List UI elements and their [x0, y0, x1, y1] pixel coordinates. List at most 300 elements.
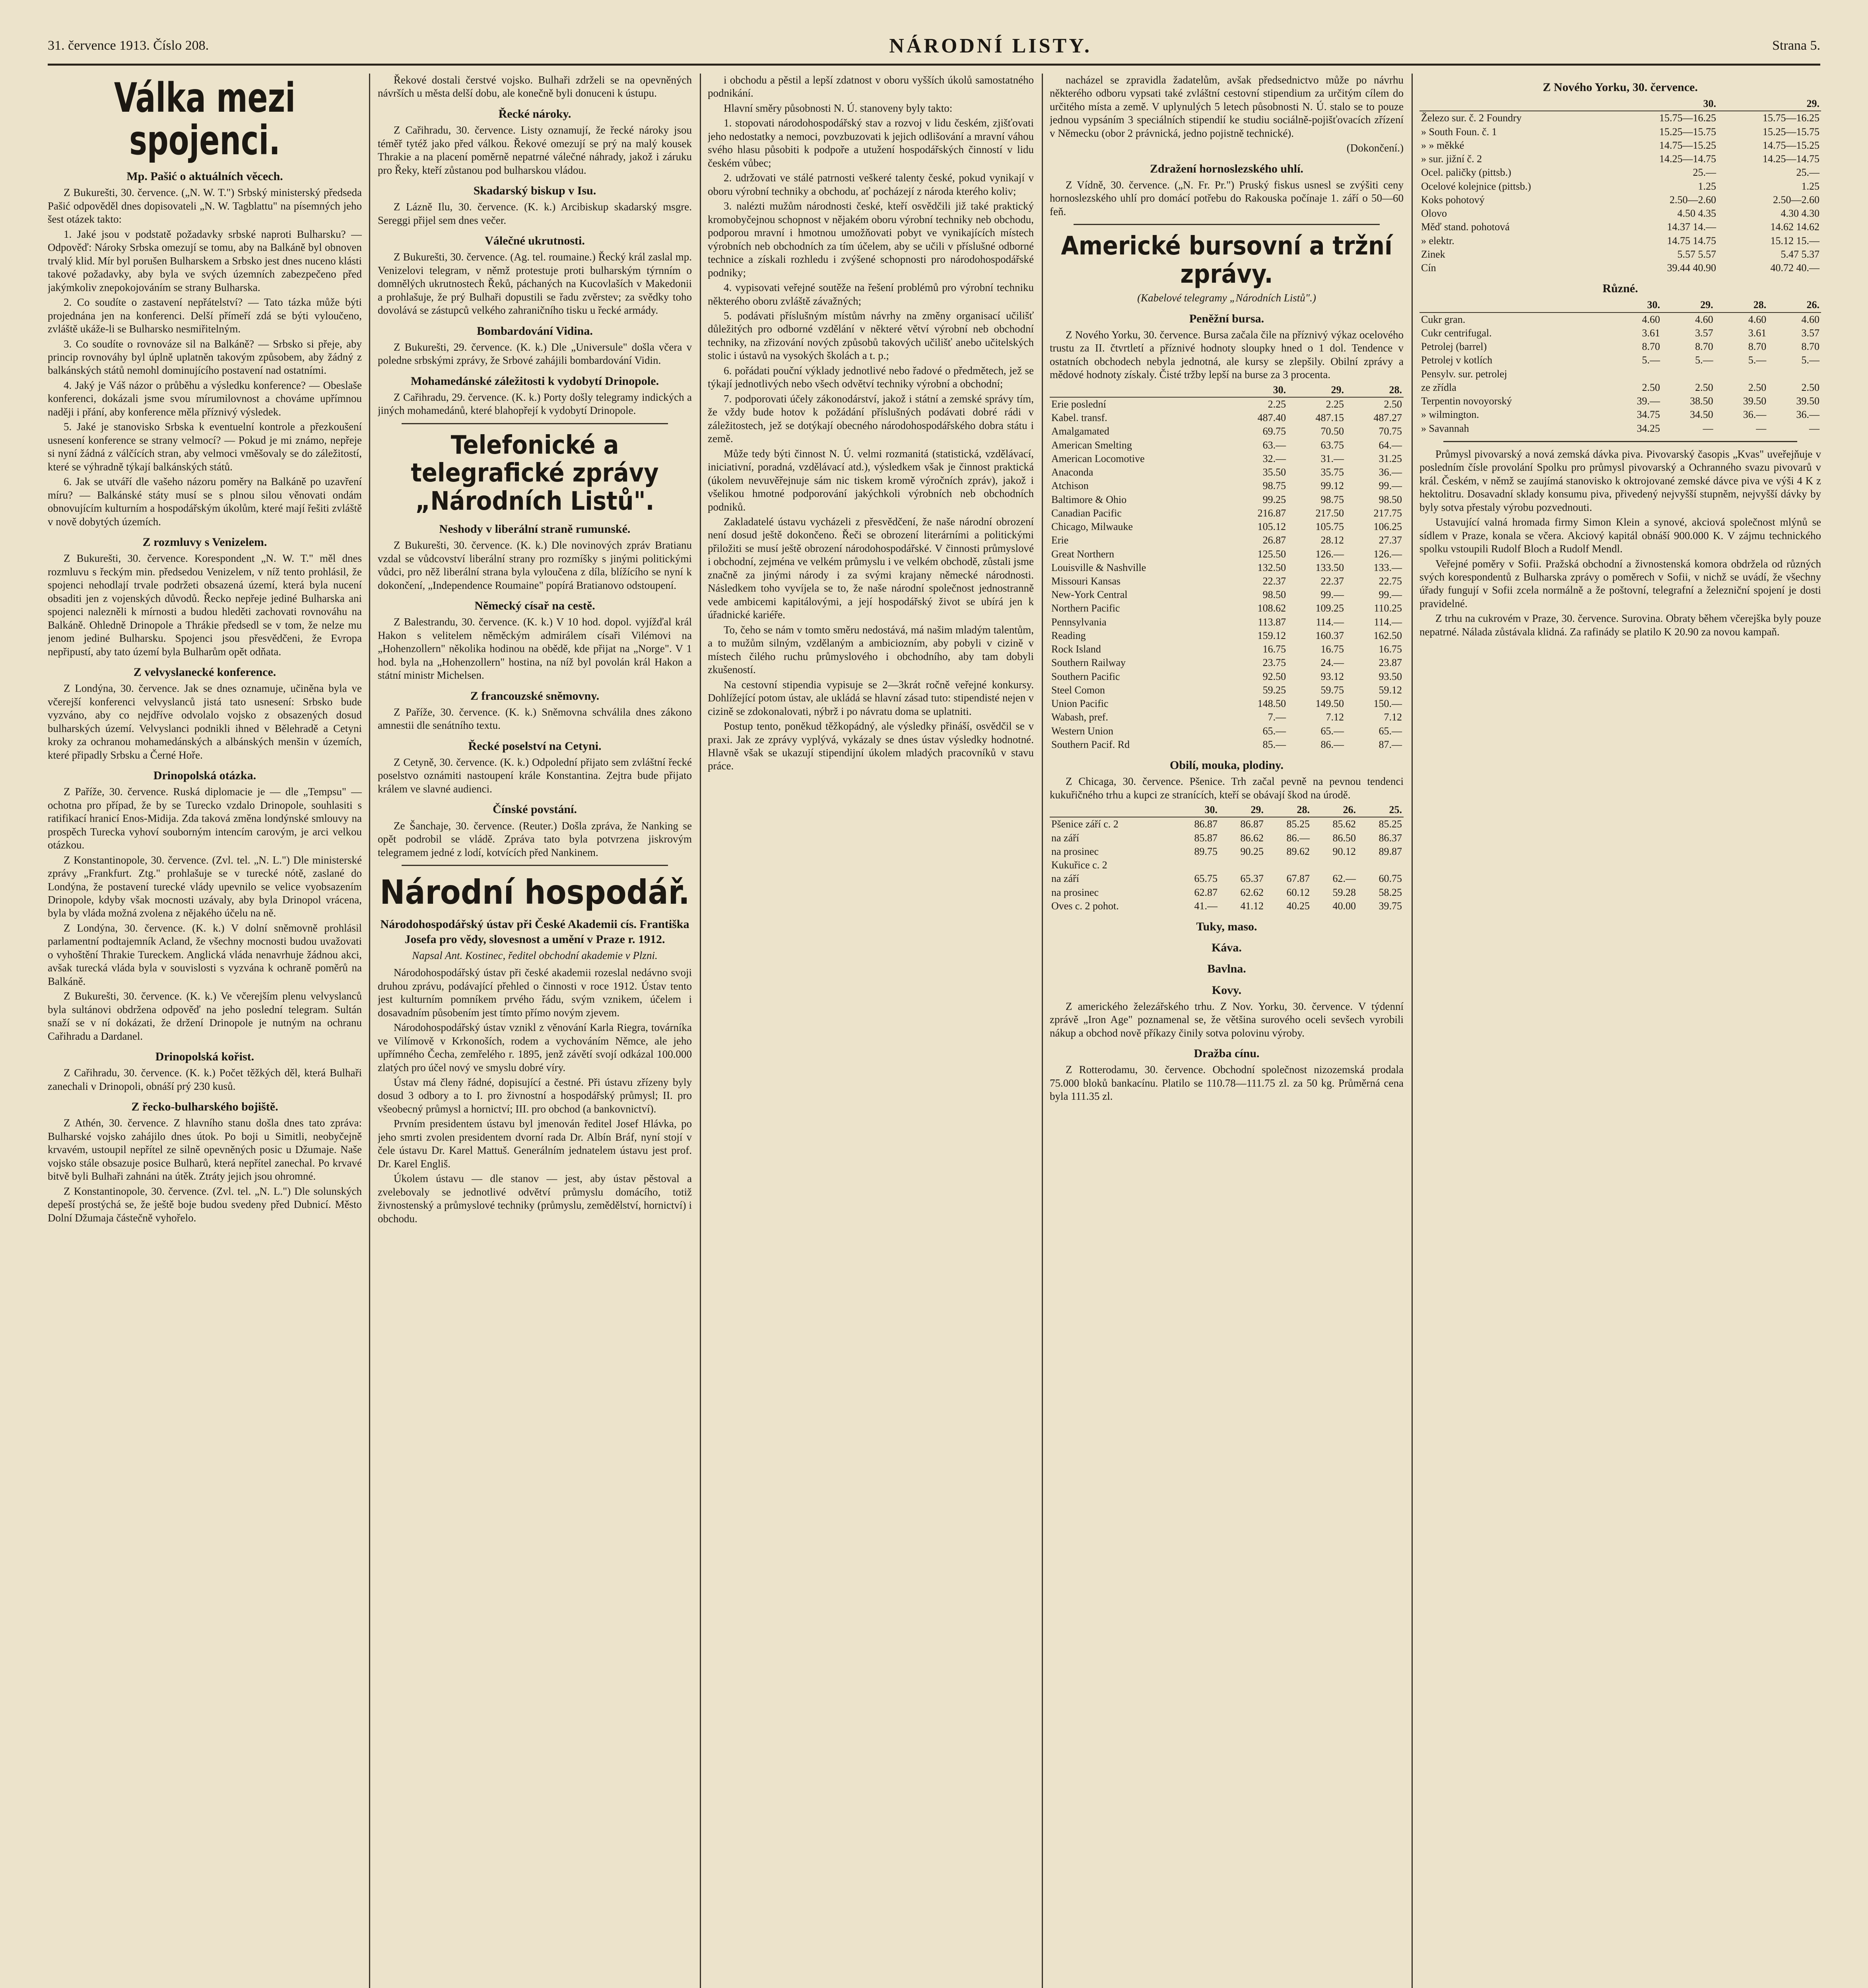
- paragraph: Z Bukurešti, 30. července. Korespondent „N. W. T." měl dnes rozmluvu s řeckým min. předsedou Venizelem, v níž tento prohlásil, že spojenci nehodlají trvale podržeti obsazená území, která byla nucení obsaditi jen z vojenských důvodů. Řecko nepřeje jediné Bulharska ani spojenci nalezněli k mírnosti a budou hleděti zachovati rovnováhu na Balkáně. Ohledně Drinopole a Thrákie předsedl se v tom, že nelze mu jenom jediné Bulharsku. Spojenci jsou přesvědčeni, že Evropa nepřipustí, aby tato území byla Bulharům opět odňata.: [48, 552, 362, 658]
- section-title: Z rozmluvy s Venizelem.: [142, 536, 267, 549]
- table-cell: 99.25: [1262, 493, 1286, 505]
- table-cell: 14.75—15.25: [1763, 139, 1819, 151]
- divider: [402, 423, 668, 424]
- table-cell: 22.75: [1379, 575, 1402, 587]
- table-cell: 5.—: [1642, 354, 1660, 366]
- section-title: Z Nového Yorku, 30. července.: [1543, 81, 1698, 94]
- table-cell: 39.50: [1796, 395, 1819, 407]
- table-cell: 114.—: [1316, 616, 1344, 628]
- table-header-cell: [1419, 298, 1608, 312]
- table-cell: 150.—: [1373, 698, 1402, 710]
- paragraph: Ústav má členy řádné, dopisující a čestné. Při ústavu zřízeny byly dosud 3 odbory a to I. pro živnostní a hospodářský průmysl; II. pro všeobecný průmysl a hornictví; III. pro obchod (a bankovnictví).: [378, 1076, 692, 1115]
- table-cell: 2.50: [1801, 381, 1819, 393]
- table-cell: Steel Comon: [1051, 684, 1105, 696]
- paragraph: Řekové dostali čerstvé vojsko. Bulhaři zdrželi se na opevněných návrších u města delší dobu, ale konečně byli donuceni k ústupu.: [378, 74, 692, 99]
- table-cell: Baltimore & Ohio: [1051, 493, 1127, 505]
- table-header-cell: [1050, 383, 1229, 397]
- table-cell: 3.61: [1642, 327, 1660, 339]
- table-cell: 60.12: [1286, 886, 1310, 898]
- table-header-cell: 29.: [1287, 383, 1346, 397]
- table-cell: 34.50: [1690, 409, 1713, 421]
- table-row: [1050, 711, 1404, 724]
- table-cell: American Smelting: [1051, 439, 1132, 451]
- table-cell: 67.87: [1286, 873, 1310, 885]
- paragraph: Z Lázně Ilu, 30. července. (K. k.) Arcibiskup skadarský msgre. Sereggi přijel sem dnes večer.: [378, 201, 692, 226]
- section-title: Bombardování Vidina.: [477, 324, 593, 338]
- table-row: [1050, 615, 1404, 629]
- table-cell: 85.—: [1262, 738, 1286, 750]
- table-row: [1050, 872, 1404, 885]
- table-cell: 63.75: [1320, 439, 1344, 451]
- table-row: [1050, 886, 1404, 899]
- table-cell: 36.—: [1743, 409, 1767, 421]
- table-cell: 36.—: [1379, 466, 1402, 478]
- table-cell: 3.61: [1748, 327, 1767, 339]
- table-cell: 148.50: [1257, 698, 1286, 710]
- table-cell: 15.75—16.25: [1659, 112, 1716, 124]
- table-cell: 39.75: [1379, 900, 1402, 912]
- table-cell: Petrolej v kotlích: [1421, 354, 1493, 366]
- headline-subtitle: (Kabelové telegramy „Národních Listů".): [1137, 292, 1316, 304]
- table-cell: 108.62: [1257, 602, 1286, 614]
- table-cell: 23.87: [1379, 657, 1402, 669]
- table-cell: 31.25: [1379, 452, 1402, 464]
- section-title: Obilí, mouka, plodiny.: [1170, 759, 1284, 772]
- table-cell: 32.—: [1262, 452, 1286, 464]
- table-row: [1419, 381, 1821, 394]
- table-row: [1050, 588, 1404, 602]
- table-cell: 487.27: [1373, 412, 1402, 424]
- section-title: Káva.: [1212, 941, 1242, 955]
- table-cell: Pšenice září c. 2: [1051, 818, 1118, 830]
- table-cell: 65.—: [1379, 725, 1402, 737]
- table-row: [1419, 394, 1821, 408]
- table-cell: 25.—: [1693, 167, 1716, 179]
- table-cell: 90.12: [1332, 845, 1356, 857]
- table-row: [1050, 466, 1404, 479]
- table-row: [1419, 353, 1821, 367]
- table-cell: 5.—: [1695, 354, 1713, 366]
- table-row: [1050, 534, 1404, 547]
- table-cell: 26.87: [1262, 534, 1286, 546]
- table-cell: 8.70: [1748, 341, 1767, 353]
- paragraph: 3. nalézti mužům národnosti české, kteří osvědčili již také praktický kromobyčejnou schopnost v nějakém oboru výrobní techniky neb obchodu, podporou mravní i hmotnou umožňovati pobyt ve vynikajících místech výrobních neb obchodních za tím účelem, aby se učili v příslušné odborné technice a získali rozhledu i zvýšené schopnosti pro národohospodářské podniky;: [708, 200, 1034, 279]
- table-row: [1050, 439, 1404, 452]
- table-header-cell: 26.: [1768, 298, 1821, 312]
- section-title: Z velvyslanecké konference.: [133, 666, 276, 679]
- column-separator: [369, 74, 370, 1988]
- table-cell: 40.72 40.—: [1770, 262, 1819, 274]
- table-header-cell: 30.: [1229, 383, 1287, 397]
- table-cell: 90.25: [1240, 845, 1264, 857]
- paragraph: Z Cařihradu, 29. července. (K. k.) Porty došly telegramy indických a jiných mohamedánů, které blahopřejí k vydobytí Drinopole.: [378, 391, 692, 417]
- table-cell: 2.25: [1268, 398, 1286, 410]
- table-cell: [1768, 367, 1821, 381]
- paragraph: Z Balestrandu, 30. července. (K. k.) V 10 hod. dopol. vyjížďal král Hakon s velitelem něměckým admirálem císaři Vilémovi na „Hohenzollern" několika hodinou na obědě, kde přijat na „Norge". V 1 hod. byla na „Hohenzollern" hostina, na níž byl povolán král Hakon a státní ministr Michelsen.: [378, 616, 692, 681]
- paragraph: Ze Šanchaje, 30. července. (Reuter.) Došla zpráva, že Nanking se opět podrobil se vládě. Zpráva tato byla potvrzena jiskrovým telegramem jedné z lodí, kotvících před Nankinem.: [378, 819, 692, 858]
- paragraph: To, čeho se nám v tomto směru nedostává, má našim mladým talentům, a to mužům silným, vzdělaným a ambiciozním, aby pobyli v cizině v místech čilého ruchu průmyslového i obchodního, aby tam dobyli zkušeností.: [708, 623, 1034, 676]
- table-cell: 86.87: [1240, 818, 1264, 830]
- grain-table: [1050, 803, 1404, 913]
- table-cell: 133.—: [1373, 561, 1402, 573]
- paragraph: Z Vídně, 30. července. („N. Fr. Pr.") Pruský fiskus usnesl se zvýšiti ceny hornoslezského uhlí pro domácí potřebu do Rakouska počínaje 1. září o 50—60 feň.: [1050, 179, 1404, 217]
- table-cell: Erie: [1051, 534, 1069, 546]
- headline-economy: Národní hospodář.: [380, 872, 690, 912]
- table-cell: 25.—: [1796, 167, 1819, 179]
- table-header-cell: 30.: [1608, 298, 1662, 312]
- table-cell: 2.50: [1642, 381, 1660, 393]
- paragraph: Úkolem ústavu — dle stanov — jest, aby ústav pěstoval a zvelebovaly se jednotlivé odvětví průmyslu domácího, totiž živnostenský a průmyslové techniky (průmyslu, zemědělství, hornictví) i obchodu.: [378, 1173, 692, 1225]
- table-header-cell: 28.: [1715, 298, 1768, 312]
- table-cell: 34.75: [1637, 409, 1660, 421]
- table-header-cell: 29.: [1718, 97, 1821, 111]
- paragraph: Z Londýna, 30. července. Jak se dnes oznamuje, učiněna byla ve včerejší konferenci velvyslanců jistá tato usnesení: Srbsko bude vyzváno, aby co nejdříve odvolalo vojsko z obsazených dosud bulharských území. Velvyslanci podnikli ihned v Bělehradě a Cetyni kroky za ochranou mohamedánských a albánských menšin v územích, které připadly Srbsku a Černé Hoře.: [48, 682, 362, 761]
- table-cell: 132.50: [1257, 561, 1286, 573]
- table-row: [1419, 340, 1821, 353]
- table-row: [1419, 193, 1821, 207]
- table-cell: 86.50: [1332, 832, 1356, 844]
- table-cell: 22.37: [1320, 575, 1344, 587]
- table-cell: —: [1756, 422, 1767, 434]
- table-row: [1419, 111, 1821, 125]
- table-cell: Chicago, Milwauke: [1051, 521, 1133, 533]
- table-cell: 1.25: [1801, 180, 1819, 192]
- table-cell: 69.75: [1262, 425, 1286, 437]
- table-row: [1419, 367, 1821, 381]
- paragraph: 4. Jaký je Váš názor o průběhu a výsledku konference? — Obeslaše konferenci, dokázali jsme svou mírumilovnost a chováme upřímnou naději i přání, aby konference měla příznivý výsledek.: [48, 379, 362, 418]
- section-title: Neshody v liberální straně rumunské.: [439, 522, 631, 536]
- table-cell: 89.62: [1286, 845, 1310, 857]
- article-title: Národohospodářský ústav při České Akademii cís. Františka Josefa pro vědy, slovesnost a umění v Praze r. 1912.: [380, 918, 689, 946]
- table-cell: Amalgamated: [1051, 425, 1109, 437]
- paragraph: 3. Co soudíte o rovnováze sil na Balkáně? — Srbsko si přeje, aby princip rovnováhy byl úplně uplatněn takovým způsobem, aby žádný z balkánských států nemohl dominujícího postavení nad ostatními.: [48, 338, 362, 377]
- table-row: [1050, 899, 1404, 913]
- section-title: Z řecko-bulharského bojiště.: [131, 1100, 278, 1114]
- table-cell: Koks pohotový: [1421, 194, 1485, 206]
- table-cell: New-York Central: [1051, 589, 1128, 601]
- paragraph: 2. Co soudíte o zastavení nepřátelství? — Tato tázka může býti projednána jen na konferenci. Delší přímeří zdá se býti vyloučeno, zvláště ukáže-li se Bulharsko nesmiřitelným.: [48, 296, 362, 335]
- table-cell: Reading: [1051, 629, 1086, 641]
- table-cell: 85.87: [1194, 832, 1218, 844]
- table-cell: 35.50: [1262, 466, 1286, 478]
- table-cell: 15.25—15.75: [1659, 126, 1716, 138]
- table-cell: 16.75: [1262, 643, 1286, 655]
- table-cell: Southern Pacific: [1051, 670, 1120, 682]
- paragraph: i obchodu a pěstil a lepší zdatnost v oboru vyšších úkolů samostatného podnikání.: [708, 74, 1034, 99]
- paragraph: Z Cařihradu, 30. července. (K. k.) Počet těžkých děl, která Bulhaři zanechali v Drinopoli, obnáší prý 230 kusů.: [48, 1067, 362, 1092]
- divider: [402, 865, 668, 866]
- table-cell: Atchison: [1051, 480, 1089, 492]
- table-cell: 39.50: [1743, 395, 1767, 407]
- table-cell: 98.50: [1379, 493, 1402, 505]
- table-header-cell: 25.: [1357, 803, 1404, 817]
- paragraph: 7. podporovati účely zákonodárství, jakož i státní a zemské správy tím, že vždy bude hotov k požádání příslušných podávati dobré rádi v záležitostech, jež se dotýkají obecného národohospodářského dobra státu i země.: [708, 392, 1034, 445]
- paragraph: Na cestovní stipendia vypisuje se 2—3krát ročně veřejné konkursy. Dohlížející potom ústav, ale ukládá se hlavní zásad tuto: stipendisté nejen v cizině se zdokonalovati, nýbrž i po návratu doma se uplatniti.: [708, 678, 1034, 717]
- table-header-cell: [1050, 803, 1173, 817]
- divider: [1443, 441, 1797, 442]
- table-cell: » South Foun. č. 1: [1421, 126, 1497, 138]
- table-cell: 15.25—15.75: [1763, 126, 1819, 138]
- table-cell: 41.—: [1194, 900, 1218, 912]
- paragraph: Z Bukurešti, 29. července. (K. k.) Dle „Universule" došla včera v poledne srbskými zprávy, že Srbové zahájili bombardování Vidin.: [378, 341, 692, 367]
- paragraph: Národohospodářský ústav při české akademii rozeslal nedávno svoji druhou zprávu, podávající přehled o činnosti v roce 1912. Ústav tento jest kulturním pomníkem prvého řádu, svým vznikem, účelem i dosavadním působením jest tímto přímo novým zjevem.: [378, 967, 692, 1019]
- table-cell: 16.75: [1320, 643, 1344, 655]
- table-cell: 70.75: [1379, 425, 1402, 437]
- page-number: Strana 5.: [1772, 38, 1820, 53]
- table-cell: 93.12: [1320, 670, 1344, 682]
- headline-american-markets: Americké bursovní a tržní zprávy.: [1061, 231, 1392, 289]
- table-cell: [1715, 367, 1768, 381]
- table-cell: Kukuřice c. 2: [1051, 859, 1107, 871]
- table-row: [1050, 724, 1404, 738]
- table-row: [1050, 602, 1404, 615]
- table-cell: 64.—: [1379, 439, 1402, 451]
- section-title: Různé.: [1602, 282, 1638, 295]
- paragraph: 1. stopovati národohospodářský stav a rozvoj v lidu českém, zjišťovati jeho nedostatky a nemoci, povzbuzovati k jejich odlišování a mravní váhou svého hlasu působiti k podpoře a utužení hospodářských činností v lidu českém vůbec;: [708, 117, 1034, 169]
- table-row: [1050, 629, 1404, 643]
- misc-table: [1419, 298, 1821, 435]
- table-cell: 39.44 40.90: [1667, 262, 1716, 274]
- section-title: Zdražení hornoslezského uhlí.: [1150, 162, 1303, 175]
- table-cell: na září: [1051, 832, 1080, 844]
- table-cell: 59.25: [1262, 684, 1286, 696]
- table-cell: 2.50: [1384, 398, 1402, 410]
- table-cell: American Locomotive: [1051, 452, 1145, 464]
- table-row: [1050, 697, 1404, 711]
- table-row: [1050, 520, 1404, 534]
- section-title: Řecké nároky.: [498, 107, 571, 120]
- table-row: [1419, 261, 1821, 275]
- section-title: Drinopolská otázka.: [153, 769, 256, 782]
- table-row: [1050, 670, 1404, 683]
- table-cell: 7.12: [1326, 711, 1344, 723]
- table-cell: 15.75—16.25: [1763, 112, 1819, 124]
- table-cell: 149.50: [1315, 698, 1344, 710]
- table-cell: 1.25: [1698, 180, 1716, 192]
- column-separator: [1412, 74, 1413, 1988]
- headline-war: Válka mezi spojenci.: [114, 74, 296, 165]
- table-cell: Ocelové kolejnice (pittsb.): [1421, 180, 1531, 192]
- table-row: [1050, 575, 1404, 588]
- table-cell: Měď stand. pohotová: [1421, 221, 1510, 233]
- paragraph: Z Londýna, 30. července. (K. k.) V dolní sněmovně prohlásil parlamentní podtajemník Acland, že všechny mocnosti budou uvažovati o vyhoštění Thrakie Tureckem. Anglická vláda nenavrhuje žádnou akci, avšak turecká vláda byla v souvislosti s vyzvána k ochraně poměrů na Balkáně.: [48, 922, 362, 987]
- table-cell: 4.60: [1642, 313, 1660, 325]
- table-cell: na prosinec: [1051, 845, 1099, 857]
- table-cell: 36.—: [1796, 409, 1819, 421]
- table-header-cell: 28.: [1346, 383, 1404, 397]
- table-cell: 106.25: [1373, 521, 1402, 533]
- headline-telegrams: Telefonické a telegrafické zprávy „Národních Listů".: [411, 430, 659, 516]
- table-cell: 85.25: [1286, 818, 1310, 830]
- section-title: Mohamedánské záležitosti k vydobytí Drinopole.: [410, 374, 659, 388]
- page-header: [48, 28, 1820, 66]
- table-cell: Olovo: [1421, 208, 1447, 219]
- table-cell: » » měkké: [1421, 139, 1464, 151]
- table-cell: Wabash, pref.: [1051, 711, 1109, 723]
- table-cell: Northern Pacific: [1051, 602, 1120, 614]
- table-cell: 14.37 14.—: [1667, 221, 1716, 233]
- table-cell: Canadian Pacific: [1051, 507, 1122, 519]
- table-row: [1050, 817, 1404, 831]
- section-title: Peněžní bursa.: [1189, 312, 1264, 325]
- table-cell: 216.87: [1257, 507, 1286, 519]
- column-2: [378, 74, 692, 1988]
- section-title: Kovy.: [1212, 983, 1242, 997]
- table-cell: Kabel. transf.: [1051, 412, 1107, 424]
- table-cell: Erie poslední: [1051, 398, 1106, 410]
- issue-date: 31. července 1913. Číslo 208.: [48, 38, 209, 53]
- paragraph: Z Athén, 30. července. Z hlavního stanu došla dnes tato zpráva: Bulharské vojsko zahájilo dnes útok. Po boji u Simitli, neobyčejně krvavém, ustoupil nepřítel ze silně opevněných posic u Džumaje. Naše vojsko stále obsazuje posice Bulharů, která nepřítel zanechal. Po krvavé bitvě byli Bulhaři zahnáni na útěk. Ztráty jejich jsou ohromné.: [48, 1117, 362, 1182]
- metal-table: [1419, 97, 1821, 275]
- section-title: Mp. Pašić o aktuálních věcech.: [126, 170, 283, 183]
- table-cell: Great Northern: [1051, 548, 1115, 560]
- column-4: [1050, 74, 1404, 1988]
- table-cell: » elektr.: [1421, 235, 1454, 247]
- paragraph: Z Bukurešti, 30. července. (Ag. tel. roumaine.) Řecký král zaslal mp. Venizelovi telegram, v němž protestuje proti bulharským týrnním o domnělých ukrutnostech Řeků, páchaných na Kucovlaších v Makedonii a prohlašuje, že prý Bulhaři dopustili se řadu zvěrstev; za svědky toho dovolává se zástupců velkého zahraničního tisku u řecké armády.: [378, 251, 692, 316]
- table-cell: 98.75: [1320, 493, 1344, 505]
- paragraph: Hlavní směry působnosti N. Ú. stanoveny byly takto:: [724, 102, 953, 114]
- table-cell: 217.75: [1373, 507, 1402, 519]
- table-row: [1050, 831, 1404, 845]
- table-cell: 4.30 4.30: [1781, 208, 1819, 219]
- paragraph: 4. vypisovati veřejné soutěže na řešení problémů pro výrobní techniku některého oboru zvláště závažných;: [708, 282, 1034, 307]
- paragraph: Národohospodářský ústav vznikl z věnování Karla Riegra, továrníka ve Vilímově v Krkonoších, rodem a vychováním Němce, ale jeho upřímného Čecha, zemřelého r. 1895, jenž závětí svojí odkázal 100.000 zlatých pro účel nový ve smyslu dobré víry.: [378, 1021, 692, 1074]
- table-cell: 5.57 5.57: [1677, 248, 1716, 260]
- table-cell: 2.50: [1748, 381, 1767, 393]
- table-cell: 86.—: [1286, 832, 1310, 844]
- table-row: [1050, 643, 1404, 656]
- table-cell: Cukr centrifugal.: [1421, 327, 1492, 339]
- table-cell: 65.75: [1194, 873, 1218, 885]
- table-cell: [1662, 367, 1715, 381]
- table-cell: 86.62: [1240, 832, 1264, 844]
- section-title: Dražba cínu.: [1194, 1047, 1260, 1060]
- table-row: [1419, 422, 1821, 435]
- table-cell: 113.87: [1258, 616, 1286, 628]
- table-row: [1419, 220, 1821, 234]
- table-cell: 14.75 14.75: [1667, 235, 1716, 247]
- table-cell: 28.12: [1320, 534, 1344, 546]
- table-cell: Louisville & Nashville: [1051, 561, 1146, 573]
- table-row: [1050, 845, 1404, 858]
- table-cell: 487.40: [1257, 412, 1286, 424]
- table-cell: 99.—: [1379, 480, 1402, 492]
- article-byline: Napsal Ant. Kostinec, ředitel obchodní akademie v Plzni.: [412, 949, 658, 961]
- table-row: [1050, 656, 1404, 670]
- table-cell: 59.28: [1332, 886, 1356, 898]
- table-row: [1419, 180, 1821, 193]
- table-row: [1419, 166, 1821, 179]
- table-cell: 133.50: [1315, 561, 1344, 573]
- table-row: [1050, 425, 1404, 438]
- paragraph: Z Konstantinopole, 30. července. (Zvl. tel. „N. L.") Dle solunských depeší prostýchá se, že ještě boje budou svedeny před Dubnicí. Město Dolní Džumaja částečně vyhořelo.: [48, 1185, 362, 1224]
- paragraph: 6. Jak se utváří dle vašeho názoru poměry na Balkáně po uzavření míru? — Balkánské státy musí se s plnou silou věnovati ondám obnovujícím kulturním a hospodářským úkolům, které mají řešiti zvláště v nově dobytých územích.: [48, 476, 362, 528]
- table-cell: 2.25: [1326, 398, 1344, 410]
- table-cell: 86.37: [1379, 832, 1402, 844]
- table-cell: » Savannah: [1421, 422, 1469, 434]
- table-cell: 24.—: [1320, 657, 1344, 669]
- section-title: Drinopolská kořist.: [155, 1050, 254, 1064]
- table-cell: 15.12 15.—: [1770, 235, 1819, 247]
- table-cell: ze zřídla: [1421, 381, 1456, 393]
- section-title: Německý císař na cestě.: [474, 599, 595, 613]
- table-cell: 22.37: [1262, 575, 1286, 587]
- table-cell: 63.—: [1262, 439, 1286, 451]
- table-cell: [1265, 858, 1311, 872]
- table-cell: 7.—: [1268, 711, 1286, 723]
- table-header-cell: 29.: [1219, 803, 1265, 817]
- table-cell: 40.25: [1286, 900, 1310, 912]
- table-cell: Western Union: [1051, 725, 1114, 737]
- table-cell: 27.37: [1379, 534, 1402, 546]
- section-title: Z francouzské sněmovny.: [470, 689, 600, 703]
- table-cell: 89.87: [1379, 845, 1402, 857]
- table-cell: 98.75: [1262, 480, 1286, 492]
- paragraph: Z Paříže, 30. července. Ruská diplomacie je — dle „Tempsu" — ochotna pro případ, že by se Turecko vzdalo Drinopole, souhlasiti s ratifikací hranicí Enos-Midija. Zda taková změna londýnské smlouvy na prospěch Turecka vyhoví souborným intencím carovým, je arci velkou otázkou.: [48, 786, 362, 851]
- paragraph: Může tedy býti činnost N. Ú. velmi rozmanitá (statistická, vzdělávací, iniciativní, poradná, vzdělávací atd.), výsledkem však je činnost praktická (úkolem nevuvěřejnuje sám nic tiskem kromě výročních zpráv), jakož i všelikou hmotné podporování jakýchkoli výrobních neb obchodních podniků.: [708, 447, 1034, 513]
- paragraph: Z Paříže, 30. července. (K. k.) Sněmovna schválila dnes zákono amnestii dle senátního textu.: [378, 706, 692, 732]
- table-cell: 8.70: [1695, 341, 1713, 353]
- paragraph: nacházel se zpravidla žadatelům, avšak předsednictvo může po návrhu některého odboru vypsati také zvláštní cestovní stipendium za určitým cílem do určitého místa a země. V uplynulých 5 letech působnosti N. Ú. stalo se to pouze jednou vypsáním 3 speciálních stipendií ke studiu sociálně-pojišťovacích zřízení v Německu (obor 2 právnická, jedno pojistně technické).: [1050, 74, 1404, 139]
- table-cell: 125.50: [1257, 548, 1286, 560]
- paragraph: Z Rotterodamu, 30. července. Obchodní společnost nizozemská prodala 75.000 bloků bankacínu. Platilo se 110.78—111.75 zl. za 50 kg. Průměrná cena byla 111.35 zl.: [1050, 1064, 1404, 1103]
- table-row: [1419, 313, 1821, 326]
- table-cell: 62.62: [1240, 886, 1264, 898]
- table-cell: 59.12: [1379, 684, 1402, 696]
- table-cell: 2.50: [1695, 381, 1713, 393]
- table-cell: na září: [1051, 873, 1080, 885]
- table-cell: [1357, 858, 1404, 872]
- table-cell: 5.47 5.37: [1781, 248, 1819, 260]
- table-cell: 65.37: [1240, 873, 1264, 885]
- table-cell: 3.57: [1801, 327, 1819, 339]
- table-cell: 41.12: [1240, 900, 1264, 912]
- table-cell: 62.87: [1194, 886, 1218, 898]
- table-cell: 93.50: [1379, 670, 1402, 682]
- table-cell: 40.00: [1332, 900, 1356, 912]
- paragraph: Z Bukurešti, 30. července. (K. k.) Ve včerejším plenu velvyslanců byla sultánovi obdržena odpověď na jeho poslední telegram. Sultán snaží se v ní dokázati, že držení Drinopole je nutným na ochranu Cařihradu a Dardanel.: [48, 990, 362, 1042]
- table-cell: 62.—: [1332, 873, 1356, 885]
- table-cell: 60.75: [1379, 873, 1402, 885]
- table-cell: 3.57: [1695, 327, 1713, 339]
- table-row: [1050, 858, 1404, 872]
- table-cell: 4.50 4.35: [1677, 208, 1716, 219]
- table-header-cell: 26.: [1311, 803, 1357, 817]
- table-cell: » sur. jižní č. 2: [1421, 153, 1482, 165]
- table-cell: 86.—: [1320, 738, 1344, 750]
- table-row: [1050, 493, 1404, 507]
- table-cell: —: [1703, 422, 1713, 434]
- table-row: [1419, 152, 1821, 166]
- table-cell: [1219, 858, 1265, 872]
- table-cell: Oves c. 2 pohot.: [1051, 900, 1119, 912]
- table-row: [1050, 397, 1404, 411]
- table-cell: [1173, 858, 1219, 872]
- column-1: [48, 74, 362, 1988]
- table-cell: 217.50: [1315, 507, 1344, 519]
- table-row: [1050, 452, 1404, 466]
- table-cell: 70.50: [1320, 425, 1344, 437]
- table-cell: 162.50: [1373, 629, 1402, 641]
- column-5: [1419, 74, 1821, 1988]
- column-separator: [700, 74, 701, 1988]
- column-3: [708, 74, 1034, 1988]
- table-cell: 4.60: [1748, 313, 1767, 325]
- section-title: Válečné ukrutnosti.: [485, 234, 585, 248]
- table-cell: Missouri Kansas: [1051, 575, 1121, 587]
- table-cell: 35.75: [1320, 466, 1344, 478]
- table-cell: 65.—: [1262, 725, 1286, 737]
